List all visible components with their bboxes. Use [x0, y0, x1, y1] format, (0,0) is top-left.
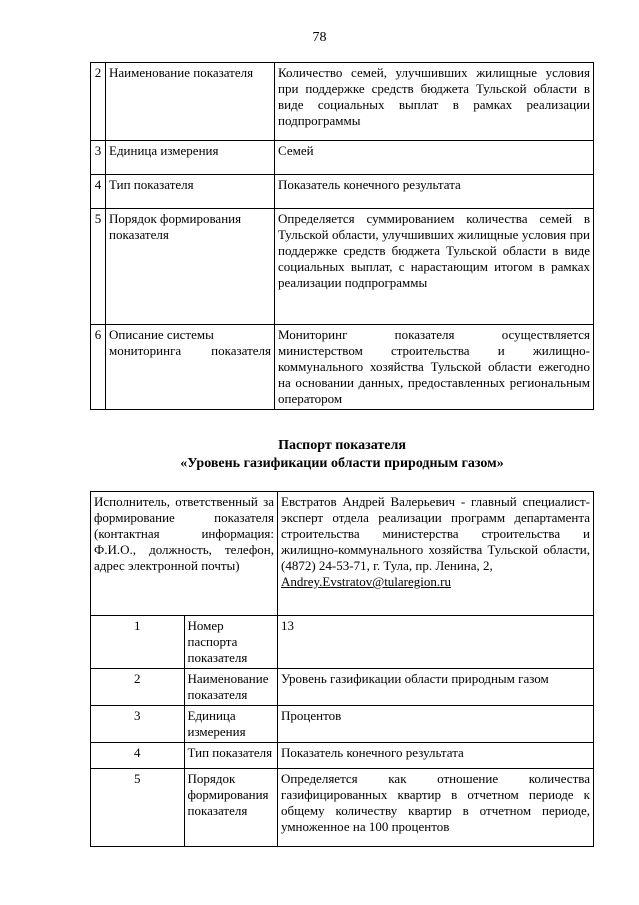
row-number: 2: [91, 63, 106, 141]
table-row-executor: [91, 492, 594, 616]
page-number: 78: [312, 30, 327, 45]
row-value: Определяется как отношение количества газифицированных квартир в отчетном периоде к общему количеству квартир в отчетном периоде, умноженное на 100 процентов: [278, 769, 594, 847]
row-number: 1: [91, 616, 185, 669]
row-number: 3: [91, 141, 106, 175]
row-label: Наименование показателя: [106, 63, 275, 141]
row-number: 2: [91, 669, 185, 706]
row-number: 3: [91, 706, 185, 743]
row-number: 6: [91, 325, 106, 410]
row-label-text: Порядок формирования показателя: [187, 771, 269, 818]
table-row: [91, 209, 594, 325]
table-row: [91, 63, 594, 141]
row-number: 5: [91, 209, 106, 325]
row-label: Единица измерения: [184, 706, 278, 743]
row-number: 4: [91, 743, 185, 769]
table-row: [91, 175, 594, 209]
executor-label: Исполнитель, ответственный за формирование показателя (контактная информация: Ф.И.О., должность, телефон, адрес электронной почты): [91, 492, 278, 616]
row-value: Процентов: [278, 706, 594, 743]
table-row: [91, 769, 594, 847]
row-label-text: Порядок формирования показателя: [109, 211, 242, 242]
row-number: 5: [91, 769, 185, 847]
row-label: Тип показателя: [184, 743, 278, 769]
row-value: Мониторинг показателя осуществляется министерством строительства и жилищно-коммунального хозяйства Тульской области ежегодно на основании данных, предоставленных региональным оператором: [275, 325, 594, 410]
table-row: [91, 325, 594, 410]
row-value: Уровень газификации области природным газом: [278, 669, 594, 706]
passport-title: [90, 437, 594, 473]
row-label: [184, 769, 278, 847]
row-label: [184, 616, 278, 669]
table-row: [91, 669, 594, 706]
row-value: Показатель конечного результата: [275, 175, 594, 209]
row-label-text: Номер паспорта показателя: [187, 618, 248, 665]
table-row: [91, 616, 594, 669]
executor-contact: Евстратов Андрей Валерьевич - главный специалист-эксперт отдела реализации программ департамента строительства министерства строительства и жилищно-коммунального хозяйства Тульской области, (4872) 24-53-71, г. Тула, пр. Ленина, 2,: [281, 494, 590, 573]
table-row: [91, 706, 594, 743]
row-value: Семей: [275, 141, 594, 175]
row-label: Тип показателя: [106, 175, 275, 209]
row-label: [106, 325, 275, 410]
row-label: [106, 209, 275, 325]
table-row: [91, 743, 594, 769]
executor-email-link[interactable]: Andrey.Evstratov@tularegion.ru: [281, 574, 451, 589]
indicator-table-continued: [90, 62, 594, 410]
indicator-passport-table: [90, 491, 594, 847]
row-number: 4: [91, 175, 106, 209]
row-value: Показатель конечного результата: [278, 743, 594, 769]
table-row: [91, 141, 594, 175]
passport-title-line2: «Уровень газификации области природным газом»: [180, 456, 504, 471]
row-value: 13: [278, 616, 594, 669]
row-value: Количество семей, улучшивших жилищные условия при поддержке средств бюджета Тульской области в виде социальных выплат в рамках реализации подпрограммы: [275, 63, 594, 141]
row-label: Наименование показателя: [184, 669, 278, 706]
executor-value: [278, 492, 594, 616]
row-label: Единица измерения: [106, 141, 275, 175]
row-label-text: Описание системы мониторинга показателя: [109, 327, 271, 358]
passport-title-line1: Паспорт показателя: [278, 438, 406, 453]
row-value: Определяется суммированием количества семей в Тульской области, улучшивших жилищные условия при поддержке средств бюджета Тульской области в виде социальных выплат, с нарастающим итогом в рамках реализации подпрограммы: [275, 209, 594, 325]
